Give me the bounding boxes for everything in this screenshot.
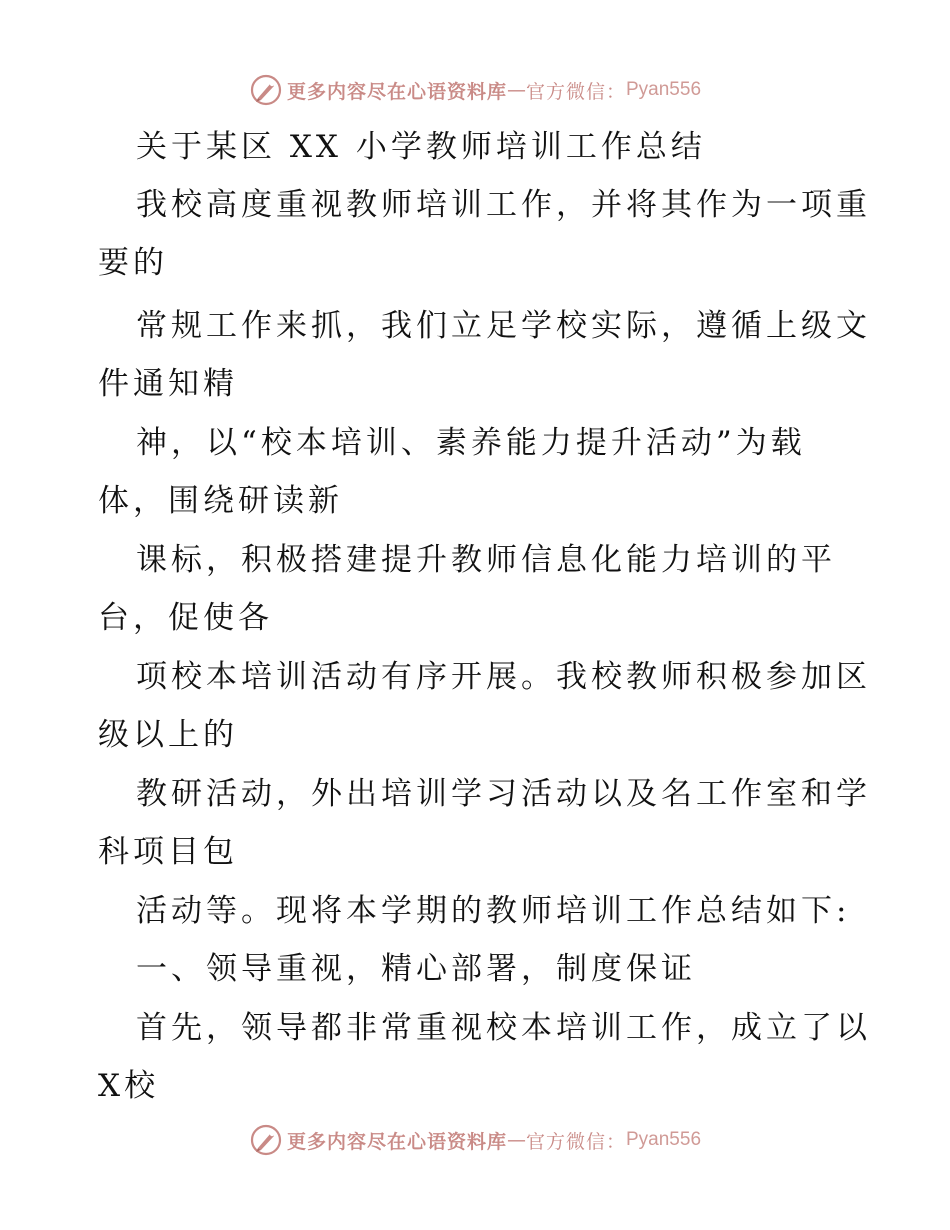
watermark-main-text: 更多内容尽在心语资料库	[286, 1130, 507, 1153]
paragraph-line: 要的	[98, 245, 168, 281]
watermark-wechat-label: 官方微信：	[525, 1130, 626, 1153]
paragraph-line: 科项目包	[98, 834, 238, 870]
watermark-wechat-id: Pyan556	[626, 79, 702, 100]
paragraph-line: 项校本培训活动有序开展。我校教师积极参加区	[136, 659, 871, 695]
pen-logo-icon	[249, 73, 283, 107]
paragraph-line: 台，促使各	[98, 600, 273, 636]
watermark-wechat-label: 官方微信：	[525, 80, 626, 103]
watermark-wechat-id: Pyan556	[626, 1129, 702, 1150]
paragraph-line: 课标，积极搭建提升教师信息化能力培训的平	[136, 542, 836, 578]
paragraph-line: 教研活动，外出培训学习活动以及名工作室和学	[136, 776, 871, 812]
paragraph-line: 神，以“校本培训、素养能力提升活动”为载	[136, 425, 806, 461]
paragraph-line: 常规工作来抓，我们立足学校实际，遵循上级文	[136, 308, 871, 344]
watermark-separator: —	[506, 1129, 526, 1151]
paragraph-line: 活动等。现将本学期的教师培训工作总结如下:	[136, 893, 851, 929]
paragraph-line: 件通知精	[98, 366, 238, 402]
section-heading: 一、领导重视，精心部署，制度保证	[136, 951, 696, 987]
watermark-footer	[0, 1120, 950, 1160]
watermark-header	[0, 70, 950, 110]
pen-logo-icon	[249, 1123, 283, 1157]
document-title: 关于某区 XX 小学教师培训工作总结	[136, 129, 706, 165]
paragraph-line: X校	[98, 1068, 160, 1104]
paragraph-line: 首先，领导都非常重视校本培训工作，成立了以	[136, 1010, 871, 1046]
watermark-main-text: 更多内容尽在心语资料库	[286, 80, 507, 103]
watermark-separator: —	[506, 79, 526, 101]
paragraph-line: 我校高度重视教师培训工作，并将其作为一项重	[136, 187, 871, 223]
paragraph-line: 级以上的	[98, 717, 238, 753]
paragraph-line: 体，围绕研读新	[98, 483, 343, 519]
